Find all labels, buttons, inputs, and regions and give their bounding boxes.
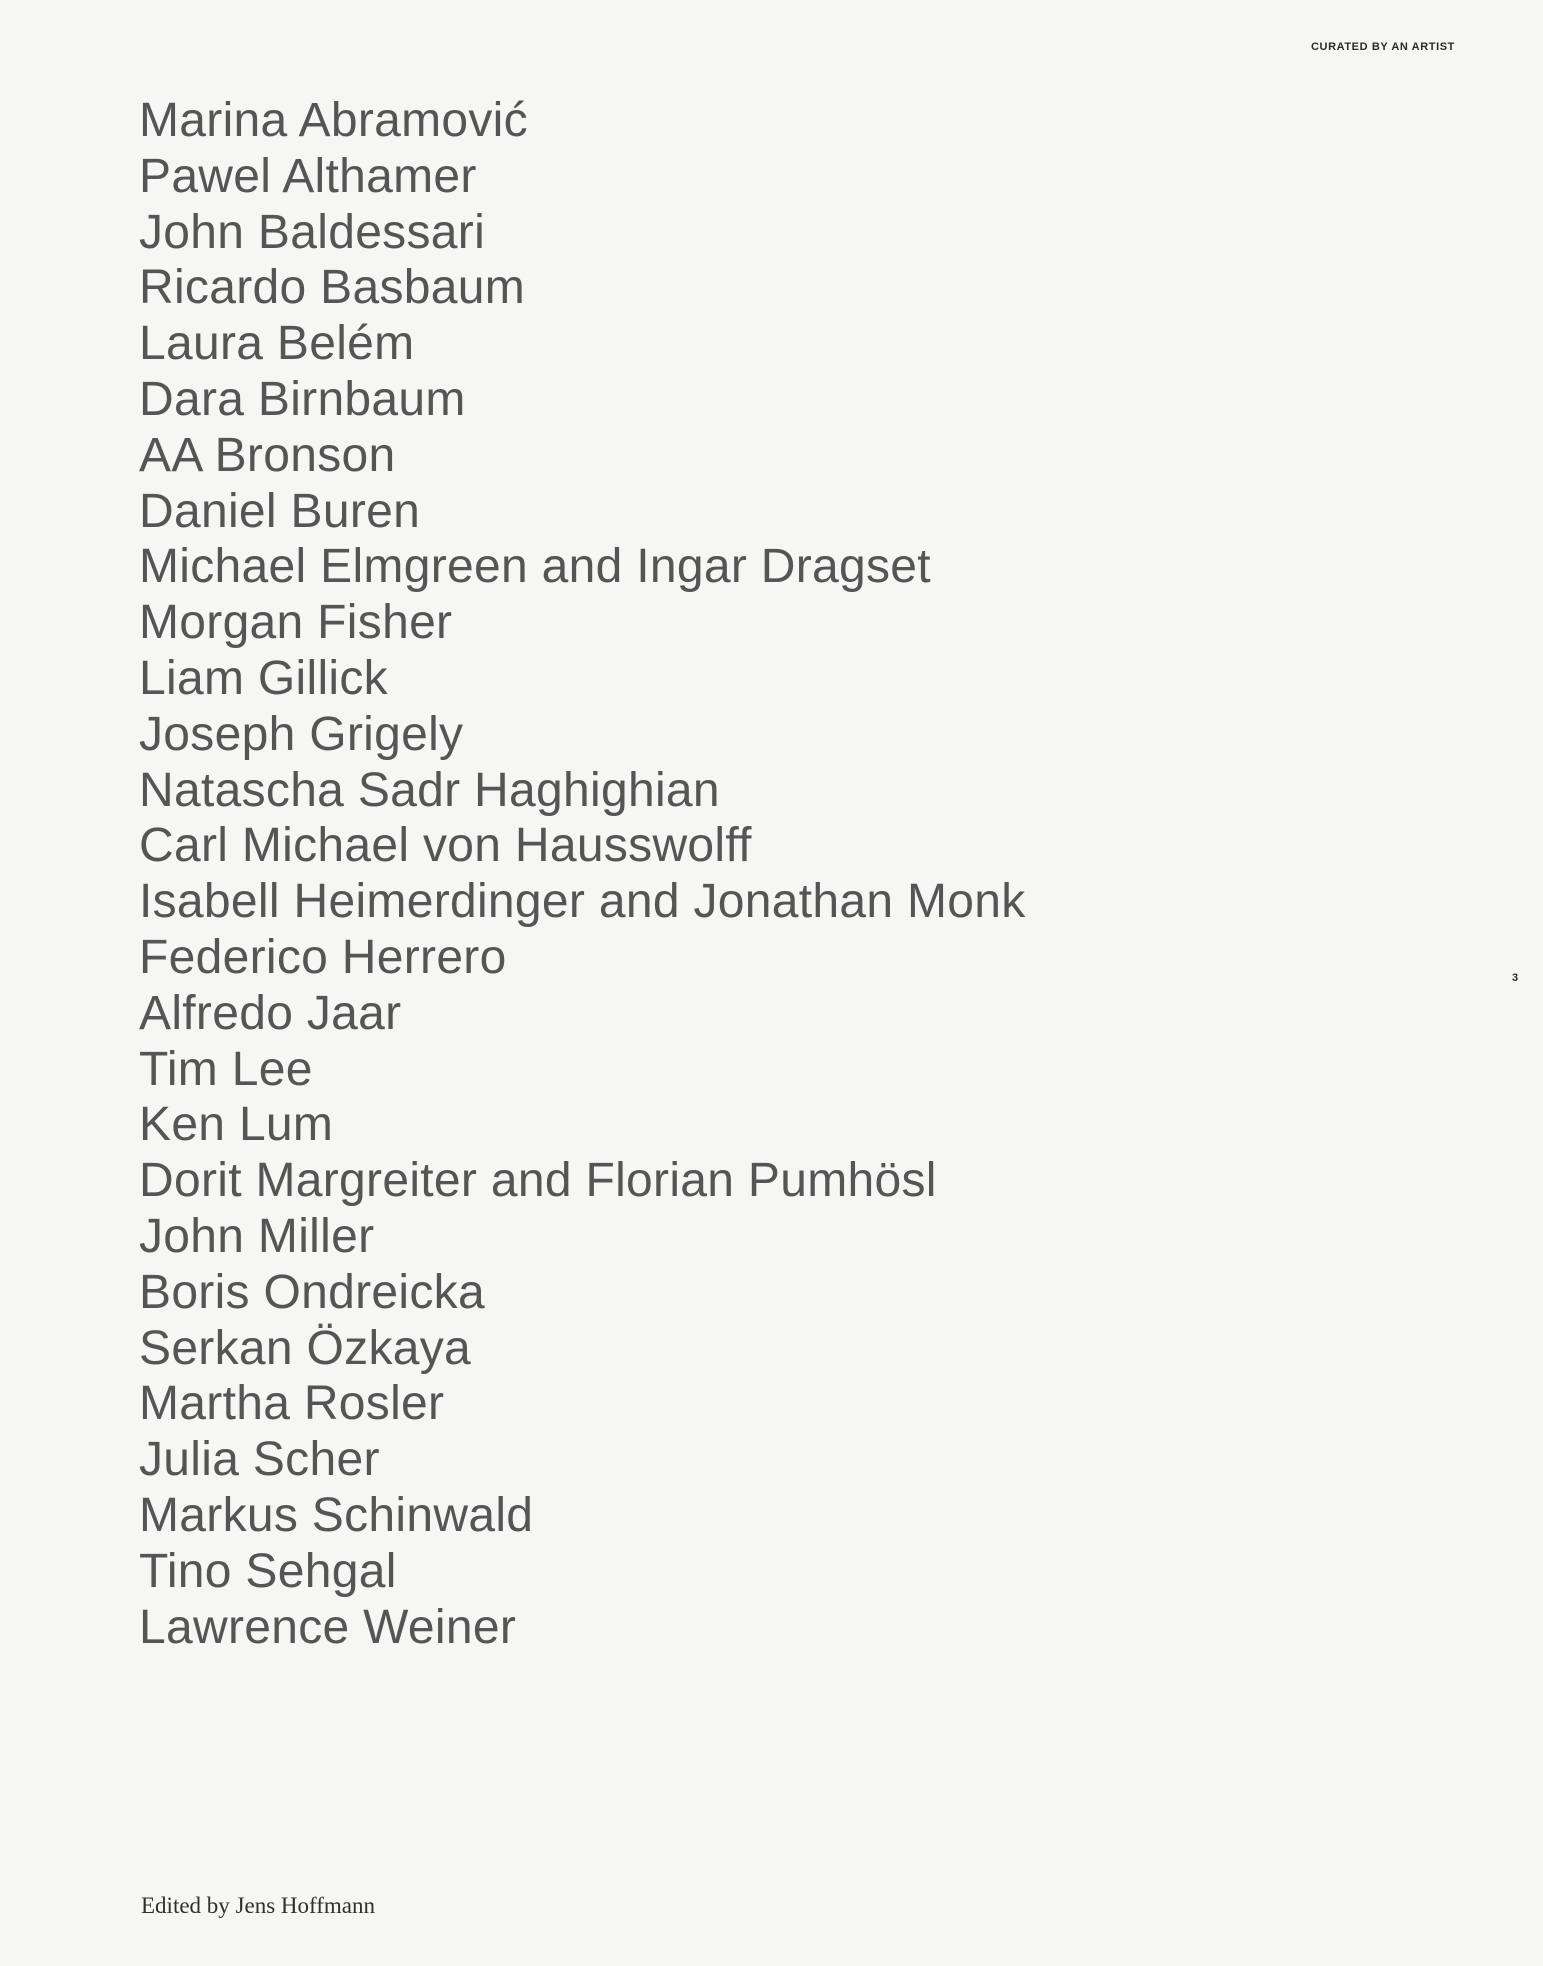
artist-name: AA Bronson [139,428,396,482]
artist-name: Tim Lee [139,1042,313,1096]
page-number: 3 [1512,972,1519,984]
artist-name: Natascha Sadr Haghighian [139,763,720,817]
artist-name: Laura Belém [139,317,415,371]
artist-name: Liam Gillick [139,651,388,705]
artist-name: Julia Scher [139,1433,380,1487]
artist-name: Ken Lum [139,1098,334,1152]
artist-name: John Baldessari [139,205,486,259]
artist-name: Marina Abramović [139,94,528,147]
artist-name: Morgan Fisher [139,596,453,650]
artist-name: Tino Sehgal [139,1544,397,1598]
artist-name: Dorit Margreiter and Florian Pumhösl [139,1154,937,1208]
running-head: CURATED BY AN ARTIST [1311,41,1455,53]
artist-name: Pawel Althamer [139,149,477,203]
artist-name: Lawrence Weiner [139,1600,517,1654]
artist-name: Markus Schinwald [139,1488,534,1542]
artist-name: Martha Rosler [139,1377,445,1431]
editor-credit: Edited by Jens Hoffmann [141,1893,376,1918]
artist-name: Daniel Buren [139,484,421,538]
artist-name: Isabell Heimerdinger and Jonathan Monk [139,875,1026,929]
artist-name: Federico Herrero [139,930,507,984]
artist-name: Ricardo Basbaum [139,261,526,315]
artist-name: Boris Ondreicka [139,1265,485,1319]
artist-list [139,93,1026,1655]
artist-name: Michael Elmgreen and Ingar Dragset [139,540,931,594]
artist-name: John Miller [139,1209,375,1263]
artist-name: Dara Birnbaum [139,372,466,426]
artist-name: Carl Michael von Hausswolff [139,819,752,873]
artist-name: Alfredo Jaar [139,986,402,1040]
artist-name: Serkan Özkaya [139,1321,472,1375]
artist-name: Joseph Grigely [139,707,464,761]
